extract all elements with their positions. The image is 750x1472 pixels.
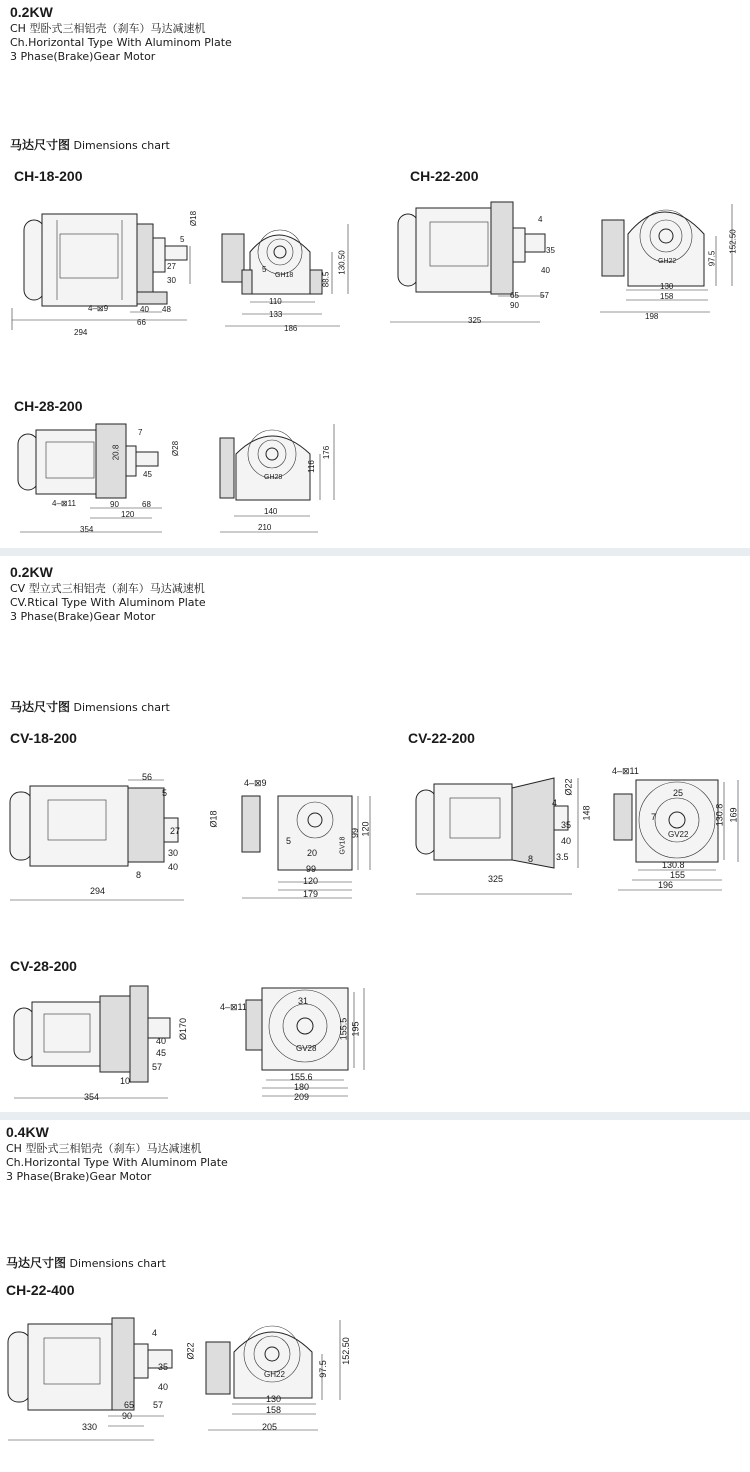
dim-198: 198 [645, 312, 659, 321]
dim-210: 210 [258, 523, 272, 532]
dim-65: 65 [510, 291, 519, 300]
dim-3-5: 3.5 [556, 852, 569, 862]
dim-120: 120 [121, 510, 135, 519]
dim-180: 180 [294, 1082, 310, 1092]
section-cv-0-2kw [0, 556, 750, 1112]
gear-code: GV18 [339, 836, 347, 855]
dimensions-cn: 马达尺寸图 [10, 700, 71, 714]
dim-length: 294 [74, 328, 88, 337]
dim-10: 10 [120, 1076, 131, 1086]
gear-code: GH18 [275, 272, 294, 279]
dimensions-heading [10, 698, 170, 715]
side-view-drawing [390, 200, 570, 330]
dim-88-5: 88.5 [321, 271, 331, 288]
dim-56: 56 [142, 772, 153, 782]
dim-key-front: 7 [651, 812, 657, 822]
title-en: Ch.Horizontal Type With Aluminom Plate [10, 36, 232, 49]
dim-155: 155 [670, 870, 686, 880]
dim-27: 27 [167, 262, 176, 271]
dimensions-heading [10, 136, 170, 153]
dim-99-h: 99 [350, 827, 361, 839]
dim-196: 196 [658, 880, 674, 890]
dim-90: 90 [122, 1411, 133, 1421]
dim-68: 68 [142, 500, 151, 509]
dimensions-cn: 马达尺寸图 [10, 138, 71, 152]
dim-length: 325 [468, 316, 482, 325]
dim-179: 179 [303, 889, 319, 899]
title-en-2: 3 Phase(Brake)Gear Motor [6, 1170, 152, 1183]
dim-45: 45 [156, 1048, 167, 1058]
dim-45: 45 [143, 470, 152, 479]
dim-shaft-dia: Ø18 [189, 210, 199, 227]
side-view-drawing [12, 200, 212, 345]
dim-130-50: 130.50 [337, 250, 347, 275]
model-title: CH-22-400 [6, 1282, 75, 1298]
dim-120-h: 120 [360, 821, 371, 837]
dim-shaft-dia: Ø22 [563, 778, 574, 796]
dim-length-label: 330 [82, 1422, 98, 1432]
dim-152-50: 152.50 [728, 229, 738, 254]
dim-40: 40 [561, 836, 572, 846]
dimensions-heading [6, 1254, 166, 1271]
dim-48: 48 [162, 305, 171, 314]
dim-148: 148 [581, 805, 592, 821]
dim-133: 133 [269, 310, 283, 319]
dim-155-5: 155.5 [338, 1017, 349, 1041]
title-en: Ch.Horizontal Type With Aluminom Plate [6, 1156, 228, 1169]
section-ch-0-2kw [0, 0, 750, 548]
gear-code: GV28 [296, 1044, 317, 1053]
title-en: CV.Rtical Type With Aluminom Plate [10, 596, 206, 609]
dim-31: 31 [298, 996, 309, 1006]
dim-205: 205 [262, 1422, 278, 1432]
dim-130-8: 130.8 [662, 860, 685, 870]
dim-110: 110 [269, 297, 282, 306]
dim-35: 35 [561, 820, 572, 830]
dim-90: 90 [110, 500, 119, 509]
dimensions-en: Dimensions chart [73, 701, 170, 714]
gear-code: GH22 [264, 1370, 285, 1379]
dim-97-5: 97.5 [317, 1360, 328, 1378]
title-en-2: 3 Phase(Brake)Gear Motor [10, 50, 156, 63]
dim-27: 27 [170, 826, 181, 836]
dim-130-8-h: 130.8 [714, 803, 725, 827]
dim-158: 158 [266, 1405, 282, 1415]
model-title: CV-28-200 [10, 958, 77, 974]
dim-57: 57 [152, 1062, 163, 1072]
dim-99: 99 [306, 864, 317, 874]
front-view-drawing [204, 1320, 354, 1445]
gear-code: GV22 [668, 830, 689, 839]
dim-length: 294 [90, 886, 106, 896]
dim-key: 4 [552, 798, 558, 808]
dim-35: 35 [158, 1362, 169, 1372]
dim-center: 20.8 [111, 444, 121, 461]
model-title: CH-28-200 [14, 398, 83, 414]
dim-holes: 4–⊠9 [88, 304, 109, 313]
gear-code: GH22 [658, 258, 677, 265]
gear-code: GH28 [264, 474, 283, 481]
dim-90: 90 [510, 301, 519, 310]
dim-130: 130 [266, 1394, 282, 1404]
dim-30: 30 [167, 276, 176, 285]
dim-holes: 4–⊠11 [220, 1002, 247, 1012]
title-cn: CH 型卧式三相铝壳（刹车）马达减速机 [10, 22, 206, 35]
dim-holes: 4–⊠11 [52, 499, 76, 508]
title-cn: CV 型立式三相铝壳（刹车）马达减速机 [10, 582, 205, 595]
dim-key: 5 [162, 788, 168, 798]
dim-shaft-dia: Ø18 [208, 810, 219, 828]
side-view-drawing [12, 424, 192, 539]
dim-shaft-dia: Ø22 [185, 1342, 196, 1360]
dim-40: 40 [158, 1382, 169, 1392]
dim-65: 65 [124, 1400, 135, 1410]
dim-40: 40 [156, 1036, 167, 1046]
dim-key: 4 [152, 1328, 158, 1338]
dim-length: 325 [488, 874, 504, 884]
dim-25: 25 [673, 788, 684, 798]
dim-key-front: 5 [262, 265, 267, 274]
dimensions-en: Dimensions chart [73, 139, 170, 152]
title-cn: CH 型卧式三相铝壳（刹车）马达减速机 [6, 1142, 202, 1155]
power-rating: 0.2KW [10, 564, 53, 580]
dim-40: 40 [168, 862, 179, 872]
side-view-drawing [10, 986, 200, 1111]
dim-holes: 4–⊠9 [244, 778, 267, 788]
dim-57: 57 [153, 1400, 164, 1410]
dim-66: 66 [137, 318, 146, 327]
dim-169: 169 [728, 807, 739, 823]
title-en-2: 3 Phase(Brake)Gear Motor [10, 610, 156, 623]
dim-holes: 4–⊠11 [612, 766, 639, 776]
model-title: CH-18-200 [14, 168, 83, 184]
dim-35: 35 [546, 246, 555, 255]
dim-8: 8 [136, 870, 142, 880]
dim-140: 140 [264, 507, 278, 516]
dim-116: 116 [306, 460, 316, 473]
section-ch-0-4kw [0, 1120, 750, 1472]
dim-186: 186 [284, 324, 298, 333]
dim-130: 130 [660, 282, 674, 291]
power-rating: 0.2KW [10, 4, 53, 20]
dim-57: 57 [540, 291, 549, 300]
dim-40: 40 [541, 266, 550, 275]
front-view-drawing [218, 424, 348, 539]
dim-195: 195 [350, 1021, 361, 1037]
dim-flange-dia: Ø170 [178, 1017, 189, 1041]
dim-key: 5 [180, 235, 185, 244]
power-rating: 0.4KW [6, 1124, 49, 1140]
dim-20: 20 [307, 848, 318, 858]
dim-key-front: 5 [286, 836, 292, 846]
dim-key: 7 [138, 428, 143, 437]
model-title: CV-18-200 [10, 730, 77, 746]
dim-shaft-dia: Ø28 [171, 440, 181, 457]
dim-8: 8 [528, 854, 534, 864]
model-title: CV-22-200 [408, 730, 475, 746]
dimensions-cn: 马达尺寸图 [6, 1256, 67, 1270]
dim-158: 158 [660, 292, 674, 301]
dim-key: 4 [538, 215, 543, 224]
model-title: CH-22-200 [410, 168, 479, 184]
dimensions-en: Dimensions chart [69, 1257, 166, 1270]
dim-152-50: 152.50 [340, 1337, 351, 1365]
dim-30: 30 [168, 848, 179, 858]
dim-40: 40 [140, 305, 149, 314]
dim-length: 354 [80, 525, 94, 534]
dim-length: 354 [84, 1092, 100, 1102]
dim-155-6: 155.6 [290, 1072, 313, 1082]
dim-209: 209 [294, 1092, 310, 1102]
dim-176: 176 [322, 445, 332, 460]
dim-97-5: 97.5 [707, 250, 717, 267]
dim-120: 120 [303, 876, 319, 886]
